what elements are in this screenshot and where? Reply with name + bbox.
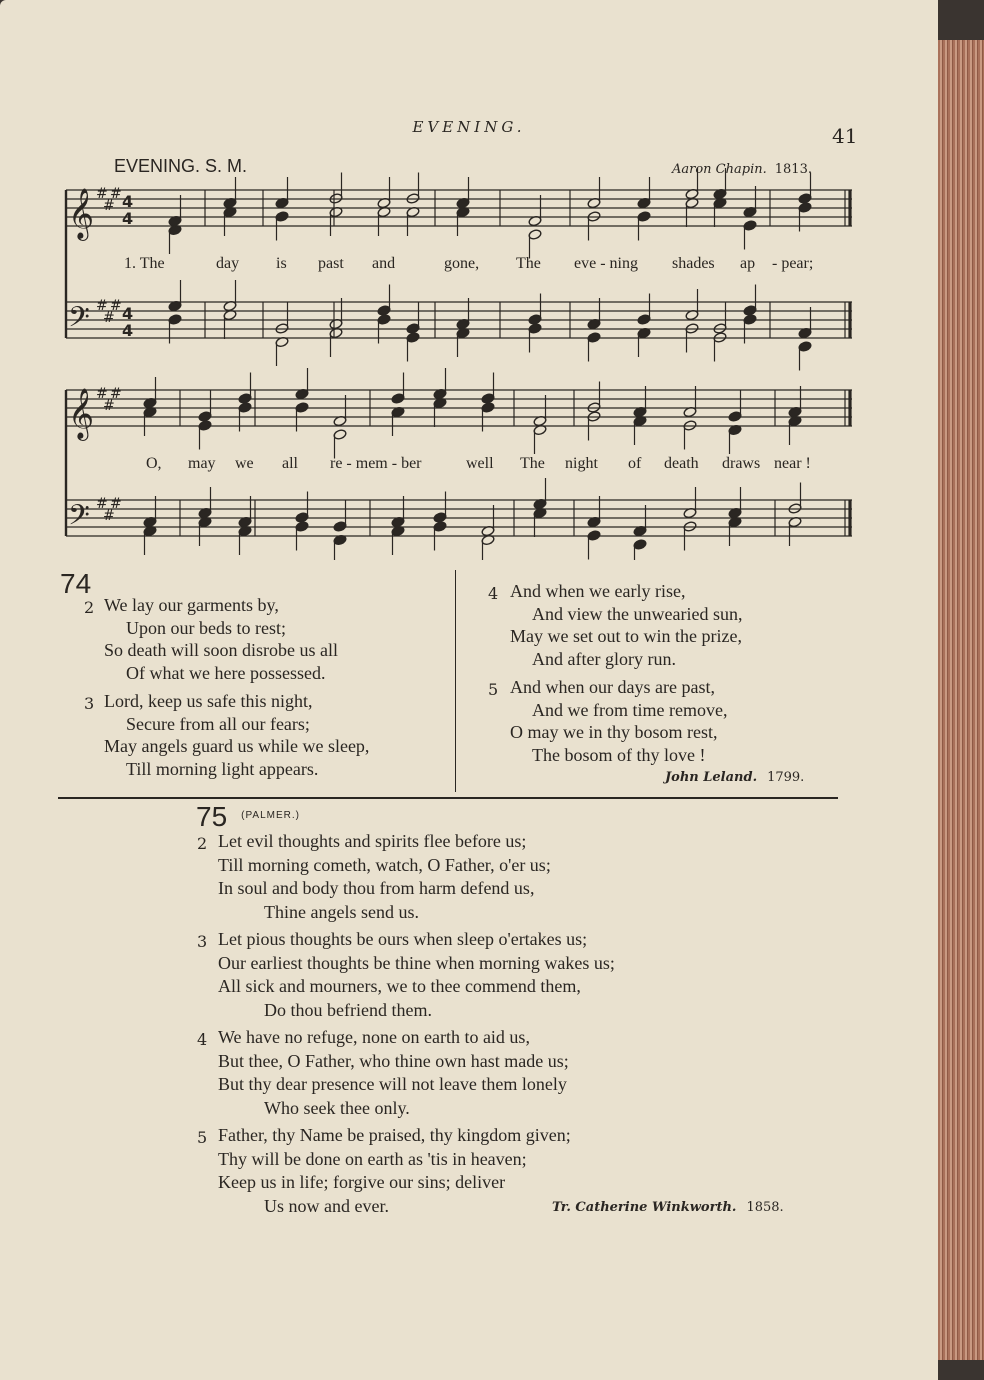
hymn-75-num: 75 — [196, 801, 228, 832]
verse-number: 2 — [84, 598, 95, 617]
verse-line: So death will soon disrobe us all — [104, 640, 338, 660]
verse-line: But thee, O Father, who thine own hast made us; — [218, 1050, 569, 1071]
verse-line: Let pious thoughts be ours when sleep o'ertakes us; — [218, 929, 588, 949]
verse-line: And after glory run. — [532, 648, 676, 669]
hymn-75-translator-name: Tr. Catherine Winkworth. — [552, 1200, 737, 1215]
verse-line: Lord, keep us safe this night, — [104, 691, 313, 711]
lyric-word: day — [216, 255, 240, 272]
verse-line: Upon our beds to rest; — [126, 617, 286, 638]
verse-line: Till morning cometh, watch, O Father, o'er us; — [218, 854, 551, 875]
sharp-sign: # — [103, 508, 115, 524]
verse-line: O may we in thy bosom rest, — [510, 722, 718, 742]
lyric-word: near ! — [774, 455, 811, 472]
verse-line: Us now and ever. — [264, 1195, 389, 1216]
verse-number: 5 — [488, 680, 499, 699]
verse-number: 2 — [197, 834, 208, 853]
sharp-sign: # — [103, 310, 115, 326]
verse-line: And when our days are past, — [510, 677, 715, 697]
verse-line: And view the unwearied sun, — [532, 603, 743, 624]
bass-clef: 𝄢 — [68, 301, 90, 341]
running-title: EVENING. — [412, 118, 526, 136]
composer-year: 1813. — [774, 162, 812, 177]
hymn-75-translator — [552, 1200, 784, 1215]
verse-line: May angels guard us while we sleep, — [104, 736, 370, 756]
lyric-word: of — [628, 455, 642, 472]
lyric-word: 1. The — [124, 255, 165, 272]
verse-line: We lay our garments by, — [104, 595, 279, 615]
lyric-word: re - mem - ber — [330, 455, 422, 472]
sharp-sign: # — [96, 186, 108, 202]
time-signature: 4 — [122, 304, 134, 323]
lyric-word: The — [520, 455, 545, 472]
sharp-sign: # — [96, 496, 108, 512]
hymn-74-author-name: John Leland. — [665, 770, 758, 785]
verse-line: Secure from all our fears; — [126, 713, 310, 734]
treble-clef: 𝄞 — [68, 388, 95, 439]
sharp-sign: # — [110, 186, 122, 202]
hymn-74-author — [665, 770, 804, 785]
treble-clef: 𝄞 — [68, 188, 95, 239]
verse-line: Till morning light appears. — [126, 758, 319, 779]
composer-name: Aaron Chapin. — [672, 162, 767, 177]
lyric-word: and — [372, 255, 396, 272]
tune-name: EVENING. S. M. — [114, 156, 248, 176]
verse-line: Who seek thee only. — [264, 1097, 410, 1118]
sharp-sign: # — [103, 398, 115, 414]
verse-number: 3 — [84, 694, 95, 713]
lyric-word: all — [282, 455, 298, 472]
lyric-word: well — [466, 455, 494, 472]
hymn-75-number — [196, 801, 300, 833]
lyric-word: ap — [740, 255, 756, 272]
sharp-sign: # — [110, 496, 122, 512]
verse-line: And when we early rise, — [510, 581, 686, 601]
page-number: 41 — [832, 124, 858, 148]
verse-line: Keep us in life; forgive our sins; deliver — [218, 1172, 506, 1192]
verse-line: In soul and body thou from harm defend us, — [218, 878, 535, 898]
lyric-word: may — [188, 455, 216, 472]
verse-line: Do thou befriend them. — [264, 999, 432, 1020]
lyric-word: gone, — [444, 255, 480, 272]
verse-number: 4 — [488, 584, 499, 603]
lyric-word: is — [276, 255, 287, 272]
lyric-word: The — [516, 255, 541, 272]
verse-line: Our earliest thoughts be thine when morning wakes us; — [218, 952, 615, 973]
verse-line: Of what we here possessed. — [126, 662, 326, 683]
lyric-word: O, — [146, 455, 162, 472]
time-signature: 4 — [122, 209, 134, 228]
verse-number: 5 — [197, 1128, 208, 1147]
section-rule — [58, 797, 838, 799]
verse-line: And we from time remove, — [532, 699, 728, 720]
verse-line: Thy will be done on earth as 'tis in heaven; — [218, 1148, 527, 1169]
lyric-word: draws — [722, 455, 761, 472]
hymn-74-number: 74 — [60, 568, 92, 599]
sharp-sign: # — [110, 386, 122, 402]
hymn-75-translator-year: 1858. — [746, 1200, 784, 1215]
bass-clef: 𝄢 — [68, 499, 90, 539]
verse-line: May we set out to win the prize, — [510, 626, 742, 646]
sharp-sign: # — [103, 198, 115, 214]
lyric-word: shades — [672, 255, 715, 272]
hymn-74-author-year: 1799. — [767, 770, 805, 785]
hymn-75-tune-label: (PALMER.) — [241, 810, 300, 821]
verse-line: We have no refuge, none on earth to aid us, — [218, 1027, 530, 1047]
verse-line: The bosom of thy love ! — [532, 744, 706, 765]
lyric-word: death — [664, 455, 699, 472]
lyric-word: night — [565, 455, 598, 472]
verse-line: Thine angels send us. — [264, 901, 419, 922]
lyric-word: - pear; — [772, 255, 814, 272]
lyric-word: we — [235, 455, 254, 472]
lyric-word: past — [318, 255, 344, 272]
verse-number: 3 — [197, 932, 208, 951]
time-signature: 4 — [122, 192, 134, 211]
page-edge — [938, 40, 984, 1360]
music-score — [0, 0, 938, 560]
sharp-sign: # — [110, 298, 122, 314]
verse-line: Let evil thoughts and spirits flee before us; — [218, 831, 527, 851]
sharp-sign: # — [96, 298, 108, 314]
time-signature: 4 — [122, 321, 134, 340]
verse-line: Father, thy Name be praised, thy kingdom given; — [218, 1125, 571, 1145]
sharp-sign: # — [96, 386, 108, 402]
verse-number: 4 — [197, 1030, 208, 1049]
verse-line: But thy dear presence will not leave them lonely — [218, 1074, 567, 1094]
verse-line: All sick and mourners, we to thee commend them, — [218, 976, 581, 996]
column-divider — [455, 570, 456, 792]
lyric-word: eve - ning — [574, 255, 638, 272]
